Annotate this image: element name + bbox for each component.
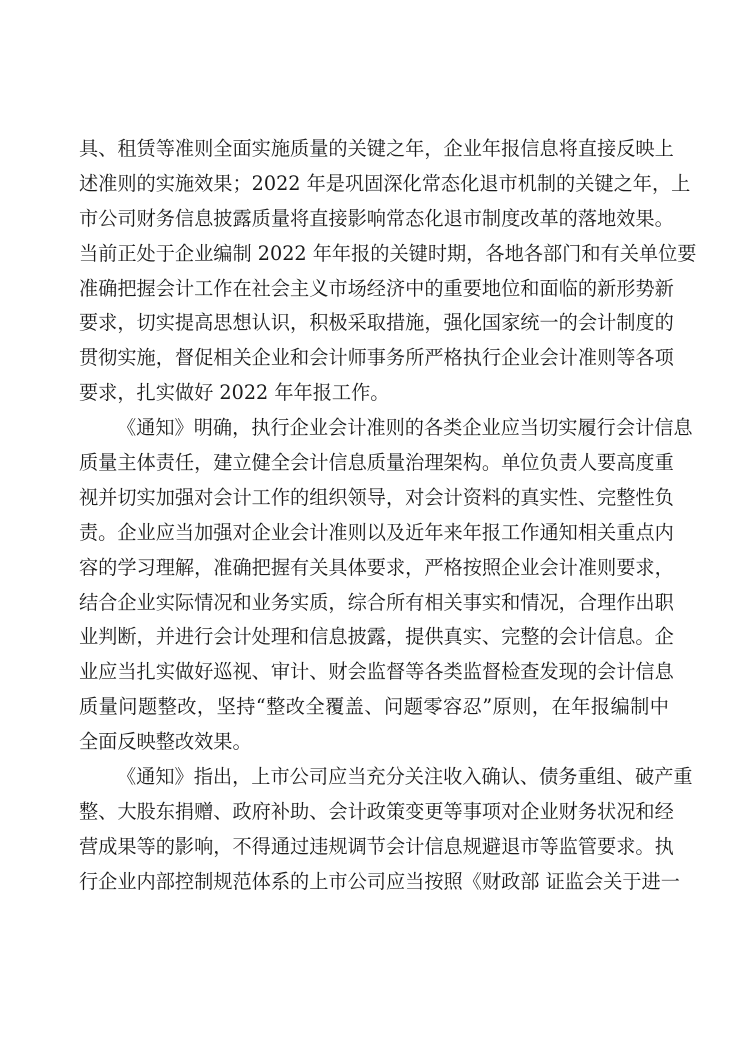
text-line: 业应当扎实做好巡视、审计、财会监督等各类监督检查发现的会计信息 xyxy=(79,660,674,684)
text-line: 当前正处于企业编制 2022 年年报的关键时期，各地各部门和有关单位要 xyxy=(79,241,697,265)
text-line: 营成果等的影响，不得通过违规调节会计信息规避退市等监管要求。执 xyxy=(79,834,674,858)
text-line: 行企业内部控制规范体系的上市公司应当按照《财政部 证监会关于进一 xyxy=(79,869,680,893)
text-line: 质量主体责任，建立健全会计信息质量治理架构。单位负责人要高度重 xyxy=(79,451,674,475)
text-line: 要求，切实提高思想认识，积极采取措施，强化国家统一的会计制度的 xyxy=(79,311,674,335)
text-line: 准确把握会计工作在社会主义市场经济中的重要地位和面临的新形势新 xyxy=(79,276,674,300)
text-line: 结合企业实际情况和业务实质，综合所有相关事实和情况，合理作出职 xyxy=(79,590,674,614)
text-line: 具、租赁等准则全面实施质量的关键之年，企业年报信息将直接反映上 xyxy=(79,137,674,160)
text-line: 述准则的实施效果；2022 年是巩固深化常态化退市机制的关键之年，上 xyxy=(79,171,691,195)
text-line: 质量问题整改，坚持“整改全覆盖、问题零容忍”原则，在年报编制中 xyxy=(79,695,669,719)
text-line: 《通知》明确，执行企业会计准则的各类企业应当切实履行会计信息 xyxy=(117,416,693,440)
text-line: 责。企业应当加强对企业会计准则以及近年来年报工作通知相关重点内 xyxy=(79,520,674,544)
text-line: 整、大股东捐赠、政府补助、会计政策变更等事项对企业财务状况和经 xyxy=(79,799,674,823)
text-line: 视并切实加强对会计工作的组织领导，对会计资料的真实性、完整性负 xyxy=(79,485,674,509)
text-line: 市公司财务信息披露质量将直接影响常态化退市制度改革的落地效果。 xyxy=(79,206,674,230)
text-line: 要求，扎实做好 2022 年年报工作。 xyxy=(79,381,390,405)
text-line: 《通知》指出，上市公司应当充分关注收入确认、债务重组、破产重 xyxy=(117,765,693,789)
body-text xyxy=(79,132,697,900)
text-line: 容的学习理解，准确把握有关具体要求，严格按照企业会计准则要求， xyxy=(79,555,674,579)
text-line: 业判断，并进行会计处理和信息披露，提供真实、完整的会计信息。企 xyxy=(79,625,674,649)
text-line: 全面反映整改效果。 xyxy=(79,730,252,754)
text-line: 贯彻实施，督促相关企业和会计师事务所严格执行企业会计准则等各项 xyxy=(79,346,674,370)
